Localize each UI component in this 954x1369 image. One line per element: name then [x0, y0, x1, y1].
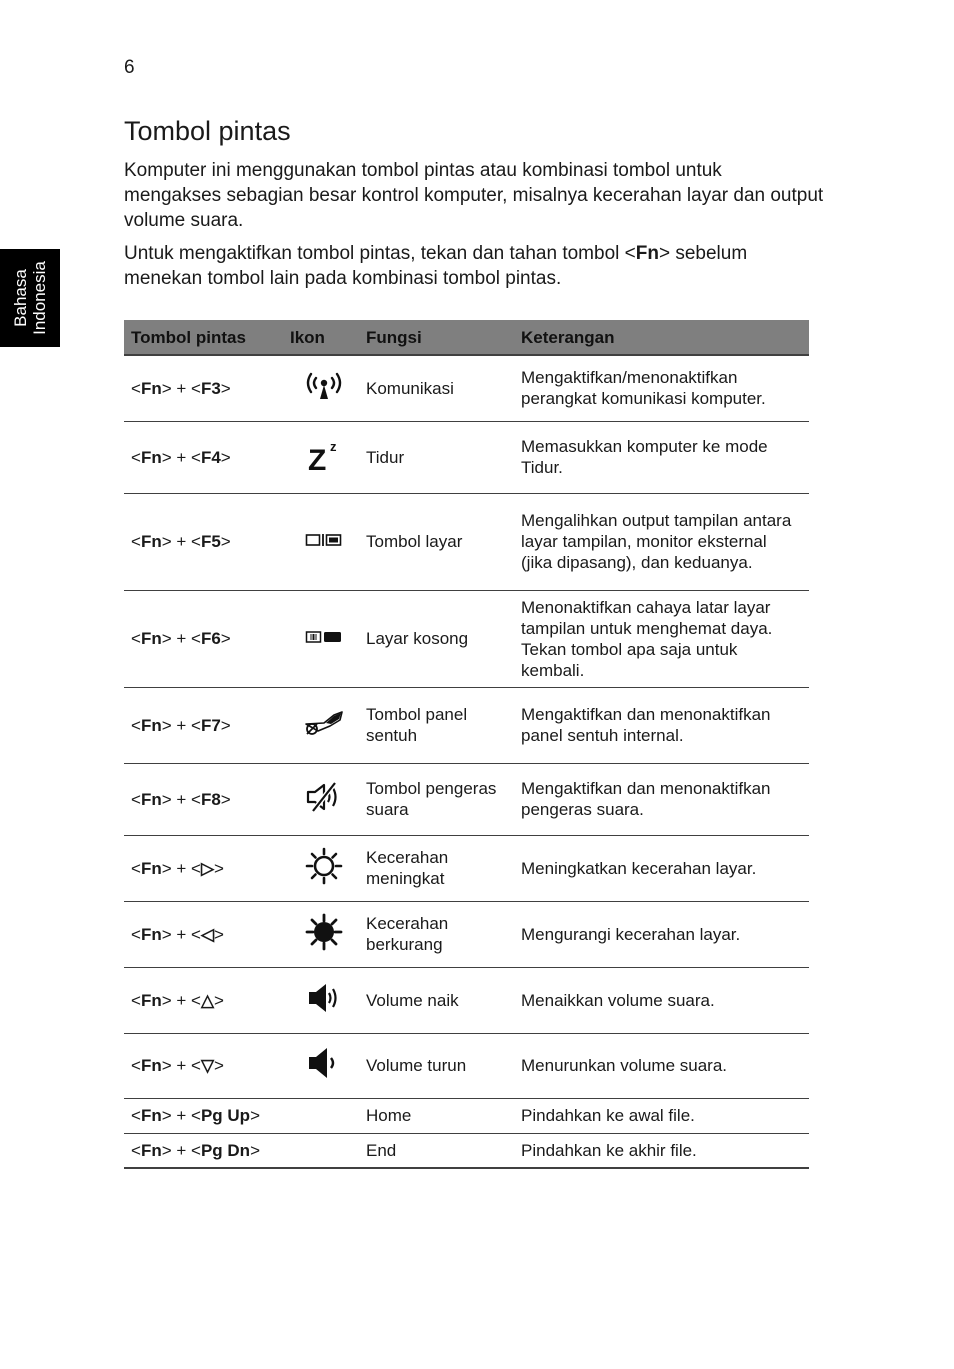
description-cell: Mengaktifkan/menonaktifkan perangkat komunikasi komputer.	[514, 355, 809, 421]
key-fn: Fn	[140, 532, 162, 551]
side-tab-line2: Indonesia	[30, 261, 49, 335]
key-fn: Fn	[140, 1140, 162, 1160]
description-cell: Mengaktifkan dan menonaktifkan pengeras suara.	[514, 763, 809, 835]
function-cell: End	[359, 1133, 514, 1168]
page-number: 6	[124, 57, 135, 78]
table-row	[124, 763, 809, 835]
description-cell: Mengalihkan output tampilan antara layar tampilan, monitor eksternal (jika dipasang), dan keduanya.	[514, 493, 809, 590]
side-tab-line1: Bahasa	[11, 269, 30, 327]
icon-cell	[288, 967, 359, 1033]
hotkey-cell: <Fn> + <F8>	[124, 763, 288, 835]
description-cell: Memasukkan komputer ke mode Tidur.	[514, 421, 809, 493]
table-row	[124, 493, 809, 590]
table-row	[124, 1098, 809, 1133]
function-cell: Layar kosong	[359, 590, 514, 687]
icon-cell	[288, 1098, 359, 1133]
table-row	[124, 687, 809, 763]
table-row	[124, 1033, 809, 1098]
description-cell: Mengurangi kecerahan layar.	[514, 901, 809, 967]
icon-cell	[288, 763, 359, 835]
key-secondary: Pg Up	[200, 1106, 251, 1125]
hotkey-cell: <Fn> + <◁>	[124, 901, 288, 967]
svg-text:Z: Z	[307, 443, 326, 472]
key-fn: Fn	[140, 1106, 162, 1125]
table-row	[124, 967, 809, 1033]
icon-cell	[288, 901, 359, 967]
header-description: Keterangan	[514, 320, 809, 355]
icon-cell	[288, 1133, 359, 1168]
icon-cell	[288, 355, 359, 421]
function-cell: Komunikasi	[359, 355, 514, 421]
description-cell: Pindahkan ke awal file.	[514, 1098, 809, 1133]
header-icon: Ikon	[288, 320, 359, 355]
hotkey-cell: <Fn> + <F4>	[124, 421, 288, 493]
key-secondary: ▷	[200, 858, 215, 878]
speaker-mute-icon	[305, 781, 343, 818]
volume-down-icon	[305, 1046, 343, 1085]
key-secondary: △	[200, 990, 215, 1010]
icon-cell	[288, 421, 359, 493]
function-cell: Volume turun	[359, 1033, 514, 1098]
description-cell: Menurunkan volume suara.	[514, 1033, 809, 1098]
description-cell: Meningkatkan kecerahan layar.	[514, 835, 809, 901]
hotkey-cell: <Fn> + <F7>	[124, 687, 288, 763]
key-secondary: F7	[200, 715, 221, 735]
sleep-zz-icon	[305, 438, 343, 477]
intro-paragraph: Komputer ini menggunakan tombol pintas atau kombinasi tombol untuk mengakses sebagian besar kontrol komputer, misalnya kecerahan layar dan output volume suara.	[124, 160, 824, 231]
function-cell: Volume naik	[359, 967, 514, 1033]
function-cell: Tombol layar	[359, 493, 514, 590]
description-cell: Pindahkan ke akhir file.	[514, 1133, 809, 1168]
function-cell: Kecerahan meningkat	[359, 835, 514, 901]
instruction-paragraph	[124, 241, 824, 291]
header-hotkey: Tombol pintas	[124, 320, 288, 355]
hotkey-cell: <Fn> + <▽>	[124, 1033, 288, 1098]
screen-blank-icon	[305, 629, 343, 650]
instruction-before: Untuk mengaktifkan tombol pintas, tekan dan tahan tombol <	[124, 243, 636, 264]
language-side-tab	[0, 249, 60, 347]
table-row	[124, 355, 809, 421]
hotkey-cell: <Fn> + <▷>	[124, 835, 288, 901]
key-secondary: Pg Dn	[200, 1140, 251, 1160]
hotkey-cell: <Fn> + <F6>	[124, 590, 288, 687]
brightness-up-icon	[305, 847, 343, 890]
key-fn: Fn	[140, 1056, 162, 1075]
volume-up-icon	[305, 982, 343, 1019]
function-cell: Kecerahan berkurang	[359, 901, 514, 967]
header-function: Fungsi	[359, 320, 514, 355]
table-row	[124, 835, 809, 901]
key-secondary: F3	[200, 378, 221, 398]
key-fn: Fn	[140, 715, 162, 735]
instruction-after: > sebelum menekan tombol lain pada kombinasi tombol pintas.	[124, 243, 748, 289]
key-secondary: ▽	[200, 1056, 215, 1075]
key-fn: Fn	[140, 858, 162, 878]
icon-cell	[288, 493, 359, 590]
key-fn: Fn	[140, 378, 162, 398]
key-fn: Fn	[140, 447, 162, 467]
icon-cell	[288, 835, 359, 901]
description-cell: Mengaktifkan dan menonaktifkan panel sentuh internal.	[514, 687, 809, 763]
key-secondary: ◁	[200, 924, 215, 944]
table-row	[124, 901, 809, 967]
svg-text:z: z	[329, 438, 336, 454]
hotkey-cell: <Fn> + <Pg Up>	[124, 1098, 288, 1133]
key-secondary: F6	[200, 629, 221, 648]
hotkey-cell: <Fn> + <△>	[124, 967, 288, 1033]
icon-cell	[288, 590, 359, 687]
key-secondary: F5	[200, 532, 221, 551]
hotkey-cell: <Fn> + <F3>	[124, 355, 288, 421]
function-cell: Tidur	[359, 421, 514, 493]
display-toggle-icon	[305, 532, 343, 553]
page-title: Tombol pintas	[124, 116, 291, 146]
key-fn: Fn	[140, 924, 162, 944]
description-cell: Menaikkan volume suara.	[514, 967, 809, 1033]
key-fn: Fn	[140, 789, 162, 809]
brightness-down-icon	[305, 913, 343, 956]
table-row	[124, 1133, 809, 1168]
function-cell: Tombol pengeras suara	[359, 763, 514, 835]
wireless-communication-icon	[305, 371, 343, 406]
table-row	[124, 421, 809, 493]
hotkey-cell: <Fn> + <Pg Dn>	[124, 1133, 288, 1168]
icon-cell	[288, 1033, 359, 1098]
table-header-row	[124, 320, 809, 355]
description-cell: Menonaktifkan cahaya latar layar tampilan untuk menghemat daya. Tekan tombol apa saja untuk kembali.	[514, 590, 809, 687]
icon-cell	[288, 687, 359, 763]
hotkey-table	[124, 320, 809, 1169]
table-row	[124, 590, 809, 687]
key-fn: Fn	[140, 629, 162, 648]
function-cell: Home	[359, 1098, 514, 1133]
function-cell: Tombol panel sentuh	[359, 687, 514, 763]
instruction-key: Fn	[635, 243, 659, 264]
hotkey-cell: <Fn> + <F5>	[124, 493, 288, 590]
key-fn: Fn	[140, 990, 162, 1010]
key-secondary: F8	[200, 789, 221, 809]
key-secondary: F4	[200, 447, 221, 467]
touchpad-toggle-icon	[304, 709, 344, 742]
